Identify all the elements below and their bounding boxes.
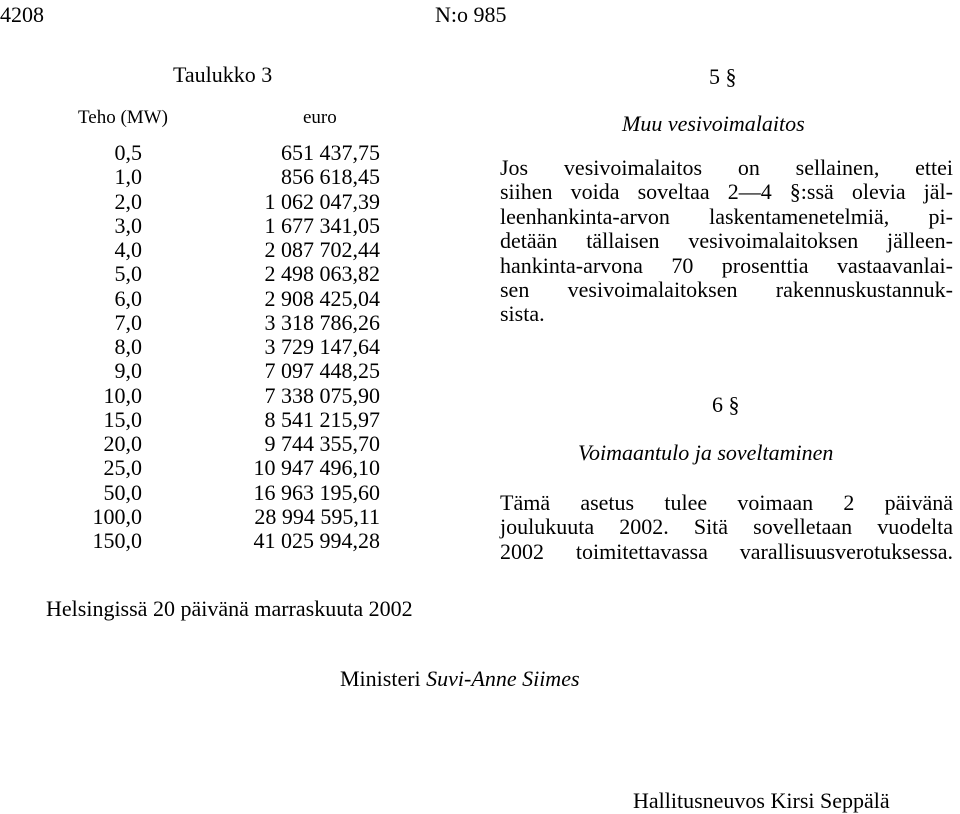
section-6-paragraph — [500, 491, 953, 564]
cell-euro: 2 908 425,04 — [264, 285, 380, 311]
cell-teho: 7,0 — [114, 309, 142, 335]
cell-euro: 10 947 496,10 — [253, 455, 380, 481]
cell-euro: 3 729 147,64 — [264, 334, 380, 359]
cell-euro: 16 963 195,60 — [253, 479, 380, 505]
cell-teho: 15,0 — [103, 406, 142, 432]
cell-euro: 1 677 341,05 — [264, 212, 380, 238]
cell-teho: 4,0 — [114, 237, 142, 262]
cell-teho: 9,0 — [114, 358, 142, 384]
paragraph-line: Tämä asetus tulee voimaan 2 päivänä — [500, 490, 953, 515]
minister-name: Suvi-Anne Siimes — [426, 666, 580, 691]
section-5-paragraph — [500, 156, 953, 327]
paragraph-line: sen vesivoimalaitoksen rakennuskustannuk- — [500, 277, 953, 303]
cell-euro: 651 437,75 — [281, 140, 380, 165]
cell-euro: 8 541 215,97 — [264, 406, 380, 432]
section-5-heading: Muu vesivoimalaitos — [622, 111, 805, 136]
paragraph-line: Jos vesivoimalaitos on sellainen, ettei — [500, 155, 953, 180]
cell-teho: 3,0 — [114, 212, 142, 238]
cell-teho: 6,0 — [114, 285, 142, 311]
paragraph-line: siihen voida soveltaa 2—4 §:ssä olevia jäl- — [500, 179, 953, 205]
cell-teho: 50,0 — [103, 479, 142, 505]
paragraph-line: detään tällaisen vesivoimalaitoksen jälleen- — [500, 228, 953, 254]
paragraph-line: leenhankinta-arvon laskentamenetelmiä, pi- — [500, 203, 953, 229]
cell-teho: 0,5 — [114, 140, 142, 165]
cell-teho: 5,0 — [114, 261, 142, 287]
cell-teho: 20,0 — [103, 431, 142, 456]
cell-euro: 2 087 702,44 — [264, 237, 380, 262]
cell-euro: 3 318 786,26 — [264, 309, 380, 335]
section-6-number: 6 § — [712, 392, 740, 417]
cell-euro: 7 097 448,25 — [264, 358, 380, 384]
cell-teho: 10,0 — [103, 382, 142, 408]
cell-teho: 1,0 — [114, 164, 142, 190]
cell-euro: 41 025 994,28 — [253, 528, 380, 553]
page-number: 4208 — [0, 2, 44, 27]
paragraph-line: sista. — [500, 301, 545, 327]
issue-number: N:o 985 — [435, 2, 507, 27]
cell-teho: 100,0 — [92, 503, 142, 529]
minister-title: Ministeri — [340, 666, 421, 691]
table-header-teho: Teho (MW) — [78, 107, 168, 128]
section-6-heading: Voimaantulo ja soveltaminen — [578, 440, 834, 465]
paragraph-line: joulukuuta 2002. Sitä sovelletaan vuodelta — [500, 514, 953, 540]
cell-euro: 9 744 355,70 — [264, 431, 380, 456]
cell-euro: 7 338 075,90 — [264, 382, 380, 408]
cell-euro: 856 618,45 — [281, 164, 380, 190]
table-title: Taulukko 3 — [173, 62, 273, 87]
cell-euro: 2 498 063,82 — [264, 261, 380, 287]
cell-euro: 28 994 595,11 — [254, 503, 380, 529]
cell-teho: 25,0 — [103, 455, 142, 481]
table-header-euro: euro — [303, 107, 337, 128]
minister-signature — [340, 666, 580, 692]
paragraph-line: 2002 toimitettavassa varallisuusverotuksessa. — [500, 538, 953, 564]
place-date: Helsingissä 20 päivänä marraskuuta 2002 — [46, 596, 413, 621]
paragraph-line: hankinta-arvona 70 prosenttia vastaavanlai- — [500, 252, 953, 278]
cell-teho: 8,0 — [114, 334, 142, 359]
cell-teho: 2,0 — [114, 188, 142, 214]
cell-euro: 1 062 047,39 — [264, 188, 380, 214]
counselor-signature: Hallitusneuvos Kirsi Seppälä — [633, 788, 890, 813]
section-5-number: 5 § — [709, 64, 737, 89]
cell-teho: 150,0 — [92, 528, 142, 553]
